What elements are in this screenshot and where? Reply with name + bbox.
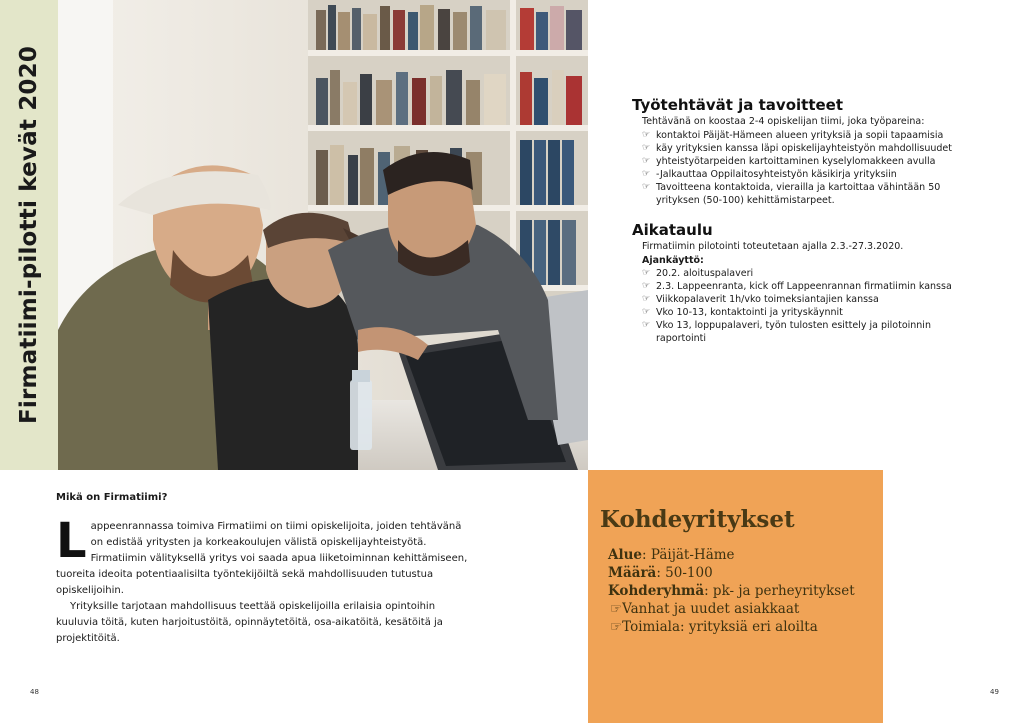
target-count: Määrä: 50-100 [608, 565, 713, 581]
pointing-hand-icon: ☞ [642, 320, 651, 330]
pointing-hand-icon: ☞ [642, 294, 651, 304]
pointing-hand-icon: ☞ [610, 619, 623, 635]
target-companies-box [588, 470, 883, 723]
schedule-sublabel: Ajankäyttö: [642, 255, 704, 266]
schedule-title: Aikataulu [632, 221, 713, 239]
drop-cap: L [56, 513, 87, 569]
tasks-list [642, 129, 962, 207]
pointing-hand-icon: ☞ [610, 601, 623, 617]
list-item: ☞ Tavoitteena kontaktoida, vierailla ja kartoittaa vähintään 50 yrityksen (50-100) kehittämistarpeet. [642, 182, 941, 206]
target-sub-1: ☞Vanhat ja uudet asiakkaat [610, 601, 800, 617]
right-column [632, 96, 962, 345]
pointing-hand-icon: ☞ [642, 169, 651, 179]
list-item: ☞ 2.3. Lappeenranta, kick off Lappeenrannan firmatiimin kanssa [642, 281, 952, 292]
article-heading: Mikä on Firmatiimi? [56, 492, 168, 503]
list-item: ☞ Vko 10-13, kontaktointi ja yrityskäynnit [642, 307, 843, 318]
page-number-left: 48 [30, 688, 39, 696]
team-photo [58, 0, 588, 470]
target-sub-2: ☞Toimiala: yrityksiä eri aloilta [610, 619, 818, 635]
list-item: ☞ käy yrityksien kanssa läpi opiskelijayhteistyön mahdollisuudet [642, 143, 952, 154]
list-item: ☞ kontaktoi Päijät-Hämeen alueen yrityksiä ja sopii tapaamisia [642, 130, 944, 141]
article [56, 492, 468, 647]
pointing-hand-icon: ☞ [642, 130, 651, 140]
target-group: Kohderyhmä: pk- ja perheyritykset [608, 583, 855, 599]
article-paragraph-2: Yrityksille tarjotaan mahdollisuus teettää opiskelijoilla erilaisia opintoihin kuuluvia töitä, kuten harjoitustöitä, opinnäytetöitä, osa-aikatöitä, kesätöitä ja projektitöitä. [56, 601, 443, 644]
tasks-title: Työtehtävät ja tavoitteet [632, 96, 844, 114]
pointing-hand-icon: ☞ [642, 156, 651, 166]
article-paragraph-1: Lappeenrannassa toimiva Firmatiimi on tiimi opiskelijoita, joiden tehtävänä on edistää yritysten ja korkeakoulujen välistä opiskelijayhteistyötä. Firmatiimin välityksellä yritys voi saada apua liiketoiminnan kehittämiseen, tuoreita ideoita potentiaalisilta työntekijöiltä sekä mahdollisuuden tutustua opiskelijoihin. [56, 513, 468, 596]
list-item: ☞ yhteistyötarpeiden kartoittaminen kyselylomakkeen avulla [642, 156, 936, 167]
list-item: ☞ -Jalkauttaa Oppilaitosyhteistyön käsikirja yrityksiin [642, 169, 897, 180]
schedule-list [642, 267, 962, 345]
target-area: Alue: Päijät-Häme [608, 547, 735, 563]
list-item: ☞ Vko 13, loppupalaveri, työn tulosten esittely ja pilotoinnin raportointi [642, 320, 931, 344]
target-title: Kohdeyritykset [600, 506, 795, 533]
pointing-hand-icon: ☞ [642, 307, 651, 317]
pointing-hand-icon: ☞ [642, 268, 651, 278]
pointing-hand-icon: ☞ [642, 281, 651, 291]
schedule-intro: Firmatiimin pilotointi toteutetaan ajalla 2.3.-27.3.2020. [642, 241, 904, 252]
list-item: ☞ 20.2. aloituspalaveri [642, 268, 754, 279]
tasks-intro: Tehtävänä on koostaa 2-4 opiskelijan tiimi, joka työpareina: [642, 116, 925, 127]
pointing-hand-icon: ☞ [642, 143, 651, 153]
pointing-hand-icon: ☞ [642, 182, 651, 192]
title-band [0, 0, 58, 470]
vertical-title: Firmatiimi-pilotti kevät 2020 [16, 45, 42, 425]
target-list [608, 546, 855, 636]
page-number-right: 49 [990, 688, 999, 696]
list-item: ☞ Viikkopalaverit 1h/vko toimeksiantajien kanssa [642, 294, 879, 305]
